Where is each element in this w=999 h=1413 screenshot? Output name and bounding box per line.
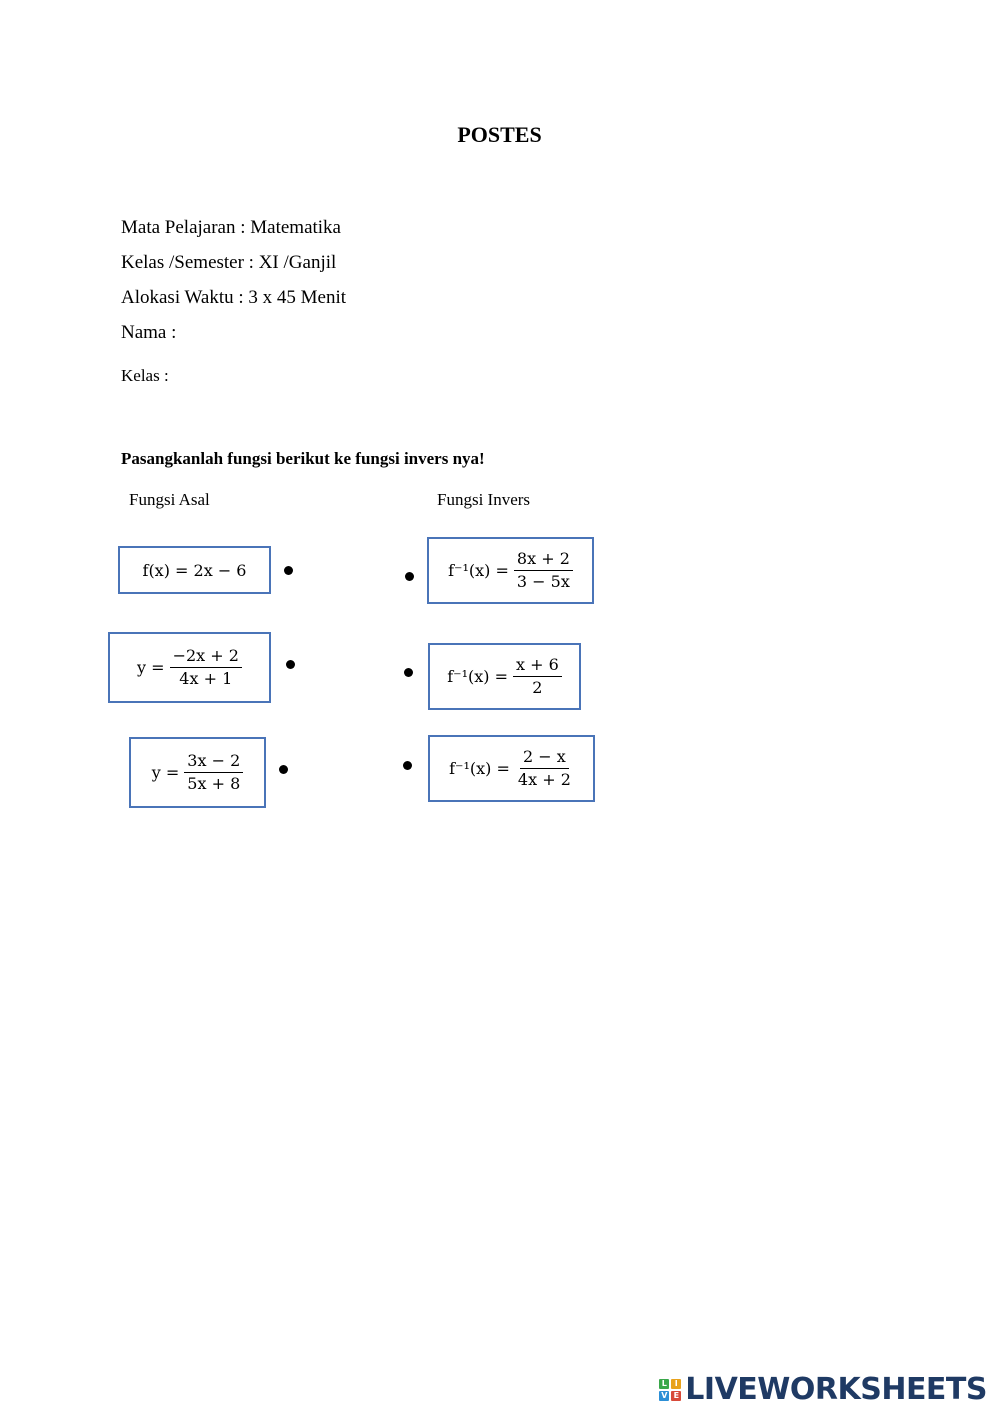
left-connector-dot-3[interactable] <box>279 765 288 774</box>
inverse-function-box-1[interactable] <box>427 537 594 604</box>
subject-line: Mata Pelajaran : Matematika <box>121 217 341 238</box>
inverse-function-box-3[interactable] <box>428 735 595 802</box>
denominator: 4x + 2 <box>517 770 571 789</box>
original-function-box-2[interactable] <box>108 632 271 703</box>
equation <box>447 656 562 698</box>
logo-tile: L <box>659 1379 669 1389</box>
right-connector-dot-3[interactable] <box>403 761 412 770</box>
page-title: POSTES <box>457 122 542 147</box>
equation <box>137 647 242 689</box>
denominator: 5x + 8 <box>187 774 241 793</box>
instruction-text: Pasangkanlah fungsi berikut ke fungsi invers nya! <box>121 449 485 468</box>
original-function-box-1[interactable] <box>118 546 271 594</box>
inverse-function-box-2[interactable] <box>428 643 581 710</box>
fraction <box>513 656 562 698</box>
equation <box>448 550 573 592</box>
logo-tile: E <box>671 1391 681 1401</box>
numerator: x + 6 <box>513 656 562 677</box>
equation: f(x) = 2x − 6 <box>142 560 247 580</box>
name-field-label: Nama : <box>121 322 177 343</box>
logo-tile: V <box>661 1391 668 1400</box>
liveworksheets-logo[interactable] <box>659 1372 987 1407</box>
class-field-label: Kelas : <box>121 366 169 385</box>
numerator: 3x − 2 <box>184 752 243 773</box>
numerator: 8x + 2 <box>514 550 573 571</box>
fraction <box>184 752 243 794</box>
right-connector-dot-1[interactable] <box>405 572 414 581</box>
denominator: 2 <box>532 678 543 697</box>
numerator: −2x + 2 <box>170 647 242 668</box>
equation-lhs: y = <box>137 658 165 677</box>
left-connector-dot-1[interactable] <box>284 566 293 575</box>
left-connector-dot-2[interactable] <box>286 660 295 669</box>
equation-lhs: f⁻¹(x) = <box>447 667 508 686</box>
denominator: 3 − 5x <box>516 572 570 591</box>
numerator: 2 − x <box>520 748 569 769</box>
equation <box>152 752 244 794</box>
column-heading-inverse: Fungsi Invers <box>437 490 531 509</box>
logo-text: LIVEWORKSHEETS <box>685 1372 987 1407</box>
time-allocation-line: Alokasi Waktu : 3 x 45 Menit <box>121 287 347 308</box>
denominator: 4x + 1 <box>179 669 233 688</box>
equation <box>449 748 574 790</box>
original-function-box-3[interactable] <box>129 737 266 808</box>
equation-lhs: y = <box>151 763 180 782</box>
fraction <box>170 647 242 689</box>
logo-icon <box>659 1379 681 1401</box>
class-semester-line: Kelas /Semester : XI /Ganjil <box>121 252 337 273</box>
column-heading-original: Fungsi Asal <box>129 490 210 509</box>
equation-lhs: f⁻¹(x) = <box>448 561 509 580</box>
logo-tile: I <box>671 1379 681 1389</box>
fraction <box>515 748 574 790</box>
right-connector-dot-2[interactable] <box>404 668 413 677</box>
equation-lhs: f⁻¹(x) = <box>449 759 510 778</box>
fraction <box>514 550 573 592</box>
